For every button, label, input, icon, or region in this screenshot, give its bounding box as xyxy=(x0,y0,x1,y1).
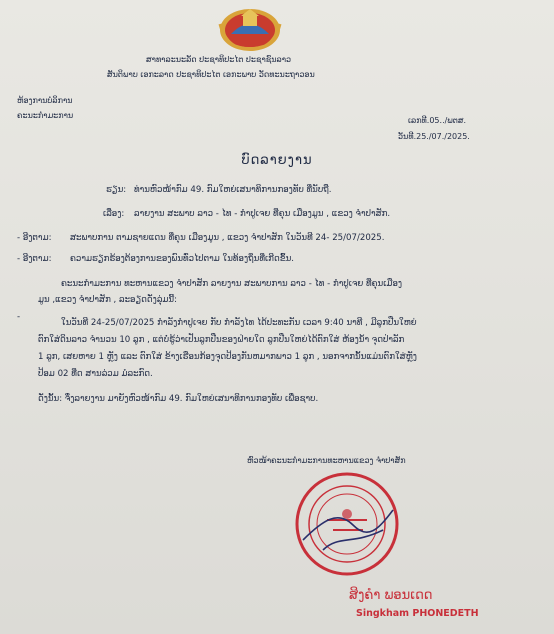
issuer-line-2: ຄະນະກຳມະການ xyxy=(17,111,74,120)
subject-text: ລາຍງານ ສະພາບ ລາວ - ໄທ - ກຳປູເຈຍ ທີ່ຄຸນ ເມືອງມູນ , ແຂວງ ຈຳປາສັກ. xyxy=(134,209,391,219)
reference-number: ເລກທີ.05../ພຕສ. xyxy=(408,116,467,125)
document-title: ບົດລາຍງານ xyxy=(241,153,313,168)
body-item-line-3: 1 ລູກ, ເສຍຫາຍ 1 ຫຼັງ ແລະ ຕົກໃສ່ ຂ້າງເຮືອນກ້ອງຈຸດປ້ອງກັນຫມາກພາວ 1 ລູກ , ນອກຈາກນັ້ນແມ່ນຕົກໃສ່ຫຼັງ xyxy=(38,352,417,362)
addressee-text: ທ່ານຫົວໜ້າກົມ 49. ກົມໃຫຍ່ເສນາທິການກອງທັບ ທີ່ນັບຖື. xyxy=(134,185,332,195)
body-item-line-1: ໃນວັນທີ 24-25/07/2025 ກຳລັງກຳປູເຈຍ ກັບ ກຳລັງໄທ ໄດ້ປະທະກັນ ເວລາ 9:40 ນາທີ , ມີລູກປືນໃຫຍ່ xyxy=(61,318,417,328)
motto-line: ສັນຕິພາບ ເອກະລາດ ປະຊາທິປະໄຕ ເອກະພາບ ວັດທະນະຖາວອນ xyxy=(107,70,315,79)
reference-date: ວັນທີ.25./07./2025. xyxy=(398,132,470,141)
reference-text-1: ສະພາບການ ຕາມຊາຍແດນ ທີ່ຄຸນ ເມືອງມູນ , ແຂວງ ຈຳປາສັກ ໃນວັນທີ 24- 25/07/2025. xyxy=(70,233,385,243)
addressee-label: ຮຽນ: xyxy=(106,185,127,195)
signatory-name-english: Singkham PHONEDETH xyxy=(356,608,479,619)
subject-label: ເລື່ອງ: xyxy=(103,209,125,219)
body-intro-line-1: ຄະນະກຳມະການ ທະຫານແຂວງ ຈຳປາສັກ ລາຍງານ ສະພາບການ ລາວ - ໄທ - ກຳປູເຈຍ ທີ່ຄຸນເມືອງ xyxy=(61,279,403,289)
closing-line: ດັ່ງນັ້ນ: ຈຶ່ງລາຍງານ ມາຍັງຫົວໜ້າກົມ 49. ກົມໃຫຍ່ເສນາທິການກອງທັບ ເພື່ອຊາບ. xyxy=(38,394,319,404)
national-emblem-icon xyxy=(217,4,283,52)
country-line: ສາທາລະນະລັດ ປະຊາທິປະໄຕ ປະຊາຊົນລາວ xyxy=(146,55,292,64)
bullet-dash: - xyxy=(17,312,21,322)
official-stamp-icon xyxy=(293,470,401,578)
signatory-title: ຫົວໜ້າຄະນະກຳມະການທະຫານແຂວງ ຈຳປາສັກ xyxy=(247,456,406,465)
body-item-line-2: ຕົກໃສ່ດິນລາວ ຈຳນວນ 10 ລູກ , ແຕ່ບໍ່ຮູ້ວ່າເປັນລູກປືນຂອງຝ່າຍໃດ ລູກປືນໃຫຍ່ໄດ້ຕົກໃສ່ ຫ້ອງນ້ຳ ຈຸດປ່າລັກ xyxy=(38,335,405,345)
body-item-line-4: ປ້ອມ 02 ທີ່ດ ສານລ່ວມ ມໍລະກົດ. xyxy=(38,369,153,379)
signatory-name-lao: ສິງຄຳ ພອນເດດ xyxy=(349,588,433,603)
reference-label-2: - ອີງຕາມ: xyxy=(17,254,52,264)
reference-text-2: ຄວາມຮຽກຮ້ອງຕ້ອງການຂອງພົນທົ່ວໄປຕາມ ໃນທ້ອງຖິ່ນທີ່ເກີດຂຶ້ນ. xyxy=(70,254,294,264)
reference-label-1: - ອີງຕາມ: xyxy=(17,233,52,243)
body-intro-line-2: ມູນ ,ແຂວງ ຈຳປາສັກ , ລະອຽດດັ່ງລຸ່ມນີ້: xyxy=(38,295,177,305)
issuer-line-1: ຫ້ອງການບໍລິການ xyxy=(17,96,73,105)
